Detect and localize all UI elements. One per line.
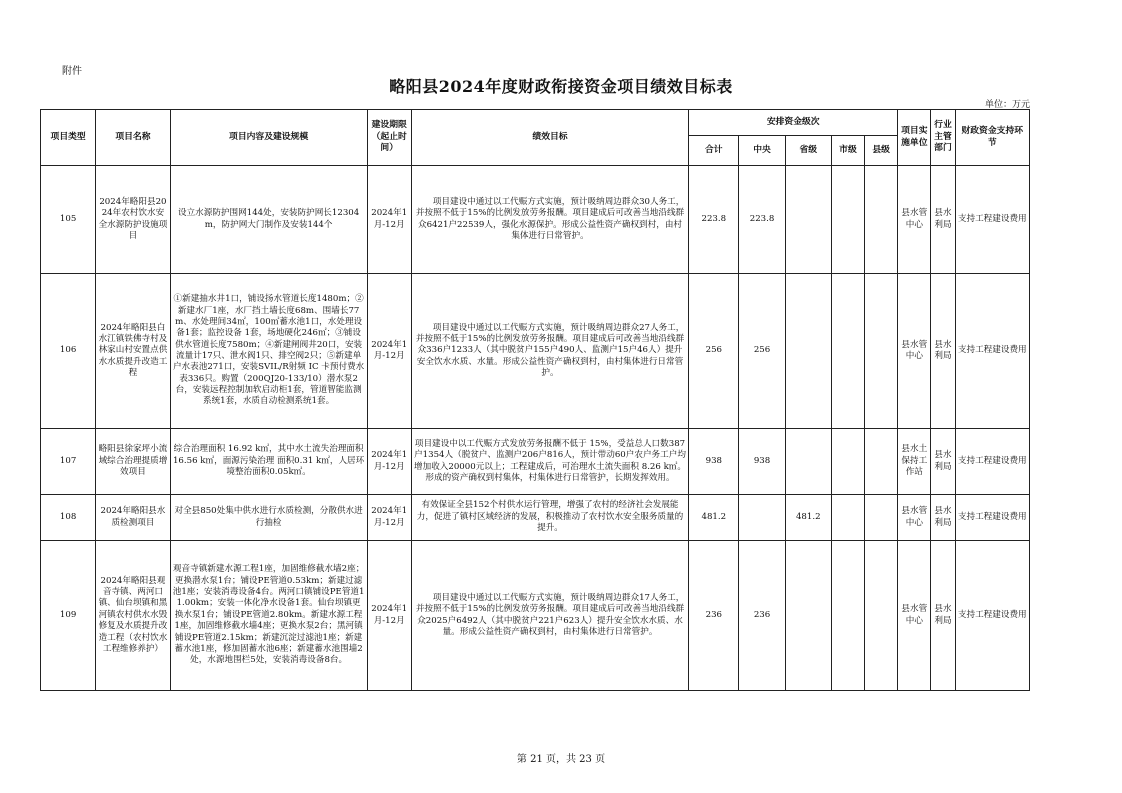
header-goal: 绩效目标 xyxy=(411,110,688,166)
cell-dept: 县水利局 xyxy=(931,495,955,541)
cell-content: ①新建抽水井1口，铺设扬水管道长度1480m；②新建水厂1座，水厂挡土墙长度68m、围墙长77m、水处理间34㎡，100㎡蓄水池1口，水处理设备1套；监控设备 1套，场地硬化246㎡；③铺设供水管道长度7580m；④新建闸阀井20口，安装流量计17只、泄水阀1只、排空阀2只；⑤新建单户水表池271口，安装SVIL/R射频 IC 卡预付费水表336只。购置（200QJ20-133/10）潜水泵2台，安装远程控制加软启动柜1套，管道智能监测系统1套，水质自动检测系统1套。 xyxy=(170,274,367,429)
cell-type: 109 xyxy=(41,541,96,691)
cell-name: 略阳县徐家坪小流域综合治理提质增效项目 xyxy=(96,429,170,495)
cell-type: 105 xyxy=(41,166,96,274)
cell-support: 支持工程建设费用 xyxy=(955,429,1029,495)
header-content: 项目内容及建设规模 xyxy=(170,110,367,166)
cell-goal: 项目建设中通过以工代赈方式实施，预计吸纳周边群众30人务工，并按照不低于15%的比例发放劳务报酬。项目建成后可改善当地沿线群众6421户22539人，强化水源保护。形成公益性资产确权到村，由村集体进行日常管护。 xyxy=(411,166,688,274)
cell-total: 256 xyxy=(689,274,739,429)
header-central: 中央 xyxy=(739,136,785,166)
cell-goal: 项目建设中通过以工代赈方式实施，预计吸纳周边群众27人务工，并按照不低于15%的比例发放劳务报酬。项目建成后可改善当地沿线群众336户1233人（其中脱贫户155户490人、监测户15户46人）提升安全饮水水质、水量。形成公益性资产确权到村，由村集体进行日常管护。 xyxy=(411,274,688,429)
cell-content: 设立水源防护围网144处，安装防护网长12304m，防护网大门制作及安装144个 xyxy=(170,166,367,274)
table-row xyxy=(41,495,1030,541)
cell-impl-unit: 县水土保持工作站 xyxy=(898,429,931,495)
header-funds: 安排资金级次 xyxy=(689,110,898,136)
table-row xyxy=(41,274,1030,429)
cell-central: 256 xyxy=(739,274,785,429)
header-county: 县级 xyxy=(865,136,898,166)
cell-provincial xyxy=(785,166,831,274)
attachment-label: 附件 xyxy=(62,66,82,77)
cell-total: 481.2 xyxy=(689,495,739,541)
cell-impl-unit: 县水管中心 xyxy=(898,541,931,691)
cell-total: 938 xyxy=(689,429,739,495)
cell-type: 106 xyxy=(41,274,96,429)
header-type: 项目类型 xyxy=(41,110,96,166)
header-provincial: 省级 xyxy=(785,136,831,166)
cell-goal: 项目建设中通过以工代赈方式实施，预计吸纳周边群众17人务工，并按照不低于15%的比例发放劳务报酬。项目建成后可改善当地沿线群众2025户6492人（其中脱贫户221户623人）提升安全饮水水质、水量。形成公益性资产确权到村，由村集体进行日常管护。 xyxy=(411,541,688,691)
cell-name: 2024年略阳县2024年农村饮水安全水源防护设施项目 xyxy=(96,166,170,274)
header-total: 合计 xyxy=(689,136,739,166)
cell-name: 2024年略阳县水质检测项目 xyxy=(96,495,170,541)
cell-support: 支持工程建设费用 xyxy=(955,541,1029,691)
cell-dept: 县水利局 xyxy=(931,429,955,495)
cell-city xyxy=(831,429,864,495)
cell-type: 107 xyxy=(41,429,96,495)
header-name: 项目名称 xyxy=(96,110,170,166)
cell-provincial xyxy=(785,541,831,691)
cell-total: 223.8 xyxy=(689,166,739,274)
cell-central: 938 xyxy=(739,429,785,495)
cell-county xyxy=(865,429,898,495)
cell-city xyxy=(831,541,864,691)
unit-label: 单位：万元 xyxy=(984,100,1030,110)
cell-goal: 项目建设中以工代赈方式发放劳务报酬不低于 15%，受益总人口数387户1354人（脱贫户、监测户206户816人，预计带动60户农户务工户均增加收入20000元以上；工程建成后，可治理水土流失面积 8.26 k㎡。形成的资产确权到村集体，村集体进行日常管护，长期发挥效用。 xyxy=(411,429,688,495)
cell-support: 支持工程建设费用 xyxy=(955,495,1029,541)
cell-dept: 县水利局 xyxy=(931,274,955,429)
header-support: 财政资金支持环节 xyxy=(955,110,1029,166)
cell-central: 223.8 xyxy=(739,166,785,274)
cell-impl-unit: 县水管中心 xyxy=(898,274,931,429)
cell-city xyxy=(831,166,864,274)
cell-content: 观音寺镇新建水源工程1座，加固维修截水墙2座；更换潜水泵1台；铺设PE管道0.53km；新建过滤池1座；安装消毒设备4台。两河口镇铺设PE管道11.00km；安装一体化净水设备1套。仙台坝镇更换水泵1台；铺设PE管道2.80km。新建水源工程1座，加固维修截水墙4座；更换水泵2台；黑河镇铺设PE管道2.15km；新建沉淀过滤池1座；新建蓄水池1座，修加固蓄水池6座；新建蓄水池围墙2处，水源地围栏5处，安装消毒设备8台。 xyxy=(170,541,367,691)
cell-county xyxy=(865,541,898,691)
performance-target-table xyxy=(40,109,1030,691)
cell-county xyxy=(865,274,898,429)
cell-type: 108 xyxy=(41,495,96,541)
table-row xyxy=(41,541,1030,691)
cell-name: 2024年略阳县白水江镇铁佛寺村及林家山村安置点供水水质提升改造工程 xyxy=(96,274,170,429)
table-row xyxy=(41,166,1030,274)
cell-city xyxy=(831,274,864,429)
cell-provincial: 481.2 xyxy=(785,495,831,541)
header-period: 建设期限（起止时间） xyxy=(367,110,411,166)
cell-period: 2024年1月-12月 xyxy=(367,429,411,495)
cell-impl-unit: 县水管中心 xyxy=(898,166,931,274)
cell-dept: 县水利局 xyxy=(931,166,955,274)
table-row xyxy=(41,429,1030,495)
cell-provincial xyxy=(785,429,831,495)
cell-total: 236 xyxy=(689,541,739,691)
cell-content: 对全县850处集中供水进行水质检测，分散供水进行抽检 xyxy=(170,495,367,541)
cell-support: 支持工程建设费用 xyxy=(955,166,1029,274)
header-city: 市级 xyxy=(831,136,864,166)
header-impl-unit: 项目实施单位 xyxy=(898,110,931,166)
cell-content: 综合治理面积 16.92 k㎡，其中水土流失治理面积16.56 k㎡，面源污染治理 面积0.31 k㎡，人居环境整治面积0.05k㎡。 xyxy=(170,429,367,495)
cell-support: 支持工程建设费用 xyxy=(955,274,1029,429)
cell-dept: 县水利局 xyxy=(931,541,955,691)
page-title: 略阳县2024年度财政衔接资金项目绩效目标表 xyxy=(389,77,733,96)
cell-goal: 有效保证全县152个村供水运行管理，增强了农村的经济社会发展能力，促进了镇村区域经济的发展，积极推动了农村饮水安全服务质量的提升。 xyxy=(411,495,688,541)
cell-impl-unit: 县水管中心 xyxy=(898,495,931,541)
cell-central xyxy=(739,495,785,541)
cell-name: 2024年略阳县观音寺镇、两河口镇、仙台坝镇和黑河镇农村供水水毁修复及水质提升改造工程（农村饮水工程维修养护） xyxy=(96,541,170,691)
page-footer: 第 21 页，共 23 页 xyxy=(516,754,606,765)
cell-provincial xyxy=(785,274,831,429)
cell-city xyxy=(831,495,864,541)
cell-county xyxy=(865,495,898,541)
cell-period: 2024年1月-12月 xyxy=(367,166,411,274)
cell-central: 236 xyxy=(739,541,785,691)
cell-period: 2024年1月-12月 xyxy=(367,495,411,541)
cell-period: 2024年1月-12月 xyxy=(367,541,411,691)
header-dept: 行业主管部门 xyxy=(931,110,955,166)
cell-county xyxy=(865,166,898,274)
cell-period: 2024年1月-12月 xyxy=(367,274,411,429)
